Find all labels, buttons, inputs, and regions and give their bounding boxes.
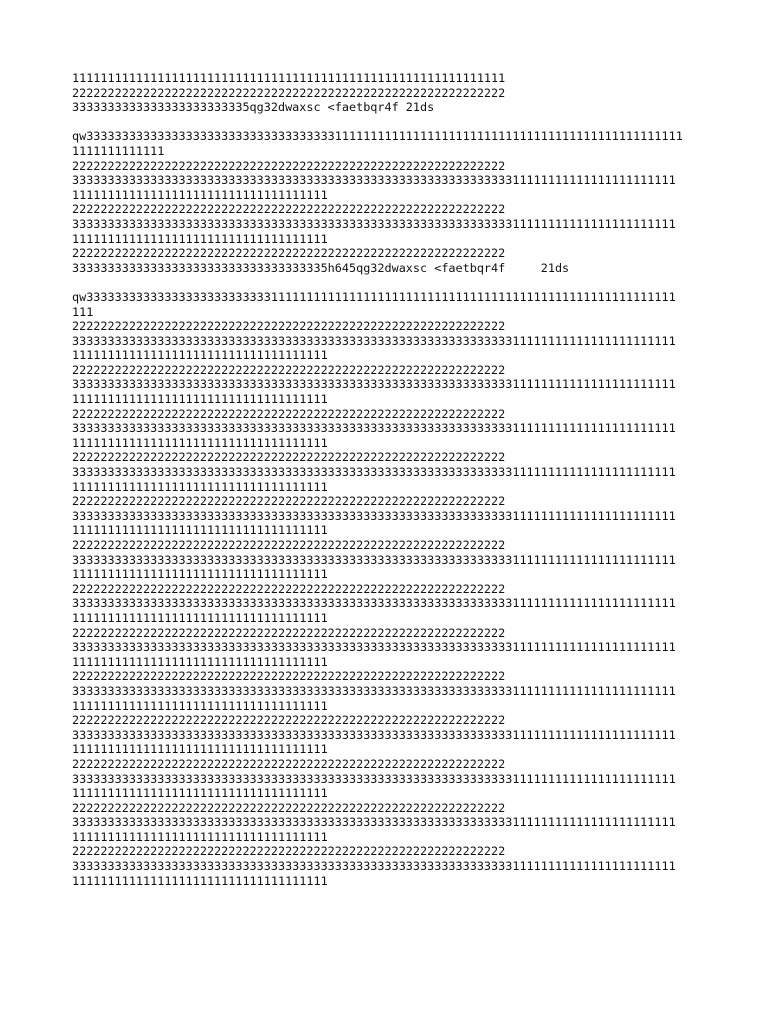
paragraph-2 bbox=[72, 129, 712, 275]
document-body bbox=[72, 71, 712, 888]
text-line: 111111111111111111111111111111111111 bbox=[72, 610, 328, 625]
paragraph-gap bbox=[72, 115, 712, 130]
text-line: 111111111111111111111111111111111111 bbox=[72, 523, 328, 538]
text-line: 2222222222222222222222222222222222222222222222222222222222222 bbox=[72, 158, 506, 173]
text-line: 333333333333333333333333333333333335h645qg32dwaxsc <faetbqr4f 21ds bbox=[72, 260, 570, 275]
text-line: 3333333333333333333333333333333333333333333333333333333333333311111111111111111111111 bbox=[72, 333, 676, 348]
text-line: 3333333333333333333333333333333333333333333333333333333333333311111111111111111111111 bbox=[72, 640, 676, 655]
text-line: 2222222222222222222222222222222222222222222222222222222222222 bbox=[72, 800, 506, 815]
text-line: 111111111111111111111111111111111111 bbox=[72, 348, 328, 363]
text-line: 3333333333333333333333333333333333333333333333333333333333333311111111111111111111111 bbox=[72, 727, 676, 742]
text-line: 111111111111111111111111111111111111 bbox=[72, 392, 328, 407]
text-line: 2222222222222222222222222222222222222222222222222222222222222 bbox=[72, 494, 506, 509]
text-line: 111111111111111111111111111111111111 bbox=[72, 187, 328, 202]
text-line: 3333333333333333333333333333333333333333333333333333333333333311111111111111111111111 bbox=[72, 465, 676, 480]
text-line: 3333333333333333333333333333333333333333333333333333333333333311111111111111111111111 bbox=[72, 377, 676, 392]
paragraph-1 bbox=[72, 71, 712, 115]
text-line: 2222222222222222222222222222222222222222222222222222222222222 bbox=[72, 625, 506, 640]
text-line: 1111111111111111111111111111111111111111111111111111111111111 bbox=[72, 71, 506, 85]
text-line: 3333333333333333333333333333333333333333333333333333333333333311111111111111111111111 bbox=[72, 815, 676, 830]
text-line: 2222222222222222222222222222222222222222222222222222222222222 bbox=[72, 202, 506, 217]
text-line: 111111111111111111111111111111111111 bbox=[72, 786, 328, 801]
text-line: 2222222222222222222222222222222222222222222222222222222222222 bbox=[72, 538, 506, 552]
text-line: 3333333333333333333333333333333333333333333333333333333333333311111111111111111111111 bbox=[72, 683, 676, 698]
text-line: 2222222222222222222222222222222222222222222222222222222222222 bbox=[72, 319, 506, 334]
paragraph-gap bbox=[72, 275, 712, 290]
text-line: qw333333333333333333333333333333333331111111111111111111111111111111111111111111111111 bbox=[72, 129, 683, 144]
text-line: 3333333333333333333333333333333333333333333333333333333333333311111111111111111111111 bbox=[72, 508, 676, 523]
text-line: 111 bbox=[72, 304, 94, 319]
text-line: 111111111111111111111111111111111111 bbox=[72, 873, 328, 888]
text-line: 3333333333333333333333335qg32dwaxsc <faetbqr4f 21ds bbox=[72, 100, 435, 115]
text-line: 1111111111111 bbox=[72, 143, 165, 158]
text-line: 3333333333333333333333333333333333333333333333333333333333333311111111111111111111111 bbox=[72, 771, 676, 786]
text-line: 2222222222222222222222222222222222222222222222222222222222222 bbox=[72, 246, 506, 261]
text-line: 3333333333333333333333333333333333333333333333333333333333333311111111111111111111111 bbox=[72, 216, 676, 231]
text-line: 2222222222222222222222222222222222222222222222222222222222222 bbox=[72, 581, 506, 596]
text-line: 2222222222222222222222222222222222222222222222222222222222222 bbox=[72, 450, 506, 465]
text-line: 2222222222222222222222222222222222222222222222222222222222222 bbox=[72, 713, 506, 728]
paragraph-3 bbox=[72, 290, 712, 888]
text-line: 2222222222222222222222222222222222222222222222222222222222222 bbox=[72, 406, 506, 421]
text-line: qw33333333333333333333333333111111111111111111111111111111111111111111111111111111111 bbox=[72, 289, 676, 304]
text-line: 111111111111111111111111111111111111 bbox=[72, 742, 328, 757]
text-line: 111111111111111111111111111111111111 bbox=[72, 654, 328, 669]
text-line: 2222222222222222222222222222222222222222222222222222222222222 bbox=[72, 844, 506, 859]
text-line: 111111111111111111111111111111111111 bbox=[72, 698, 328, 713]
text-line: 111111111111111111111111111111111111 bbox=[72, 829, 328, 844]
text-line: 2222222222222222222222222222222222222222222222222222222222222 bbox=[72, 362, 506, 377]
text-line: 2222222222222222222222222222222222222222222222222222222222222 bbox=[72, 669, 506, 684]
text-line: 111111111111111111111111111111111111 bbox=[72, 435, 328, 450]
text-line: 2222222222222222222222222222222222222222222222222222222222222 bbox=[72, 85, 506, 100]
text-line: 111111111111111111111111111111111111 bbox=[72, 479, 328, 494]
text-line: 3333333333333333333333333333333333333333333333333333333333333311111111111111111111111 bbox=[72, 552, 676, 567]
text-line: 3333333333333333333333333333333333333333333333333333333333333311111111111111111111111 bbox=[72, 173, 676, 188]
text-line: 3333333333333333333333333333333333333333333333333333333333333311111111111111111111111 bbox=[72, 859, 676, 874]
text-line: 3333333333333333333333333333333333333333333333333333333333333311111111111111111111111 bbox=[72, 421, 676, 436]
text-line: 111111111111111111111111111111111111 bbox=[72, 231, 328, 246]
text-line: 111111111111111111111111111111111111 bbox=[72, 567, 328, 582]
text-line: 2222222222222222222222222222222222222222222222222222222222222 bbox=[72, 756, 506, 771]
text-line: 3333333333333333333333333333333333333333333333333333333333333311111111111111111111111 bbox=[72, 596, 676, 611]
